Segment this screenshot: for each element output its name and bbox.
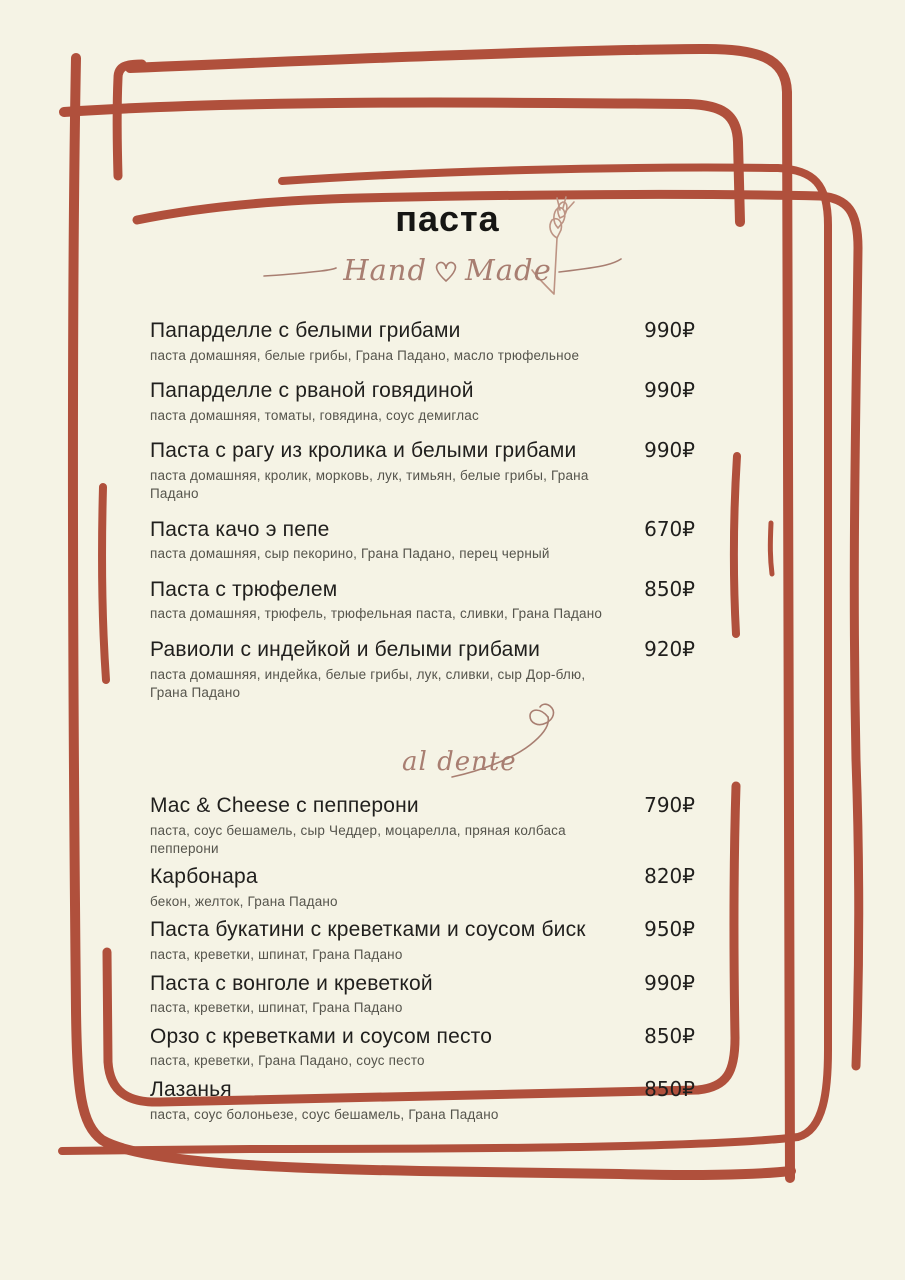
menu-item-lazanya bbox=[150, 1077, 695, 1124]
menu-content bbox=[150, 196, 695, 1130]
item-price: 990₽ bbox=[644, 378, 695, 403]
item-name: Равиоли с индейкой и белыми грибами bbox=[150, 637, 541, 661]
item-name: Папарделле с белыми грибами bbox=[150, 319, 461, 342]
item-price: 820₽ bbox=[644, 864, 695, 889]
item-description: паста, креветки, шпинат, Грана Падано bbox=[150, 1000, 403, 1016]
menu-item-orzo-pesto bbox=[150, 1024, 695, 1071]
item-name: Паста качо э пепе bbox=[150, 517, 330, 541]
item-description: паста домашняя, томаты, говядина, соус демиглас bbox=[150, 407, 479, 423]
item-description: паста домашняя, трюфель, трюфельная паста, сливки, Грана Падано bbox=[150, 606, 603, 622]
menu-item-ravioli-indeyka bbox=[150, 637, 695, 702]
item-price: 790₽ bbox=[644, 793, 695, 817]
item-description: паста домашняя, кролик, морковь, лук, тимьян, белые грибы, Грана Падано bbox=[150, 468, 589, 502]
item-description: паста, креветки, Грана Падано, соус песто bbox=[150, 1053, 425, 1069]
item-name: Паста букатини с креветками и соусом биск bbox=[150, 918, 586, 942]
item-description: паста домашняя, сыр пекорино, Грана Падано, перец черный bbox=[150, 546, 550, 562]
item-price: 920₽ bbox=[644, 636, 695, 661]
item-price: 670₽ bbox=[644, 516, 695, 541]
item-price: 990₽ bbox=[644, 318, 695, 342]
handmade-tagline bbox=[170, 253, 715, 287]
menu-section-handmade bbox=[150, 318, 695, 702]
menu-item-vongole bbox=[150, 971, 695, 1018]
item-name: Орзо с креветками и соусом песто bbox=[150, 1024, 493, 1048]
tagline-word-hand: Hand bbox=[343, 253, 428, 287]
item-price: 990₽ bbox=[644, 970, 695, 995]
item-name: Карбонара bbox=[150, 865, 258, 889]
item-name: Паста с трюфелем bbox=[150, 577, 338, 601]
flourish-right-icon bbox=[558, 258, 622, 284]
menu-item-mac-and-cheese bbox=[150, 793, 695, 858]
item-name: Mac & Cheese с пепперони bbox=[150, 794, 419, 817]
item-description: паста домашняя, белые грибы, Грана Падано, масло трюфельное bbox=[150, 347, 580, 363]
item-description: паста, соус бешамель, сыр Чеддер, моцарелла, пряная колбаса пепперони bbox=[150, 822, 566, 857]
item-name: Паста с рагу из кролика и белыми грибами bbox=[150, 439, 577, 463]
menu-item-papardelle-govyadina bbox=[150, 378, 695, 425]
item-name: Лазанья bbox=[150, 1077, 232, 1101]
item-price: 850₽ bbox=[644, 576, 695, 601]
menu-item-pasta-ragu-krolik bbox=[150, 438, 695, 503]
flourish-left-icon bbox=[263, 260, 337, 282]
menu-item-papardelle-gribami bbox=[150, 318, 695, 365]
item-description: бекон, желток, Грана Падано bbox=[150, 894, 338, 910]
item-name: Папарделле с рваной говядиной bbox=[150, 379, 474, 403]
al-dente-divider bbox=[150, 715, 695, 783]
menu-item-karbonara bbox=[150, 864, 695, 911]
item-description: паста домашняя, индейка, белые грибы, лук, сливки, сыр Дор-блю, Грана Падано bbox=[150, 666, 586, 700]
item-price: 850₽ bbox=[644, 1023, 695, 1048]
item-name: Паста с вонголе и креветкой bbox=[150, 971, 433, 995]
heart-icon bbox=[433, 259, 459, 283]
al-dente-label: al dente bbox=[402, 747, 517, 777]
item-price: 850₽ bbox=[644, 1076, 695, 1101]
item-price: 990₽ bbox=[644, 438, 695, 463]
page-title: паста bbox=[395, 198, 500, 239]
tagline-word-made: Made bbox=[465, 253, 552, 287]
menu-section-al-dente bbox=[150, 793, 695, 1124]
item-description: паста, соус болоньезе, соус бешамель, Грана Падано bbox=[150, 1106, 499, 1122]
menu-item-bukatini-bisque bbox=[150, 917, 695, 964]
menu-item-pasta-tryufel bbox=[150, 577, 695, 624]
menu-item-cacio-e-pepe bbox=[150, 517, 695, 564]
item-price: 950₽ bbox=[644, 917, 695, 942]
menu-header bbox=[150, 196, 695, 318]
item-description: паста, креветки, шпинат, Грана Падано bbox=[150, 947, 403, 963]
